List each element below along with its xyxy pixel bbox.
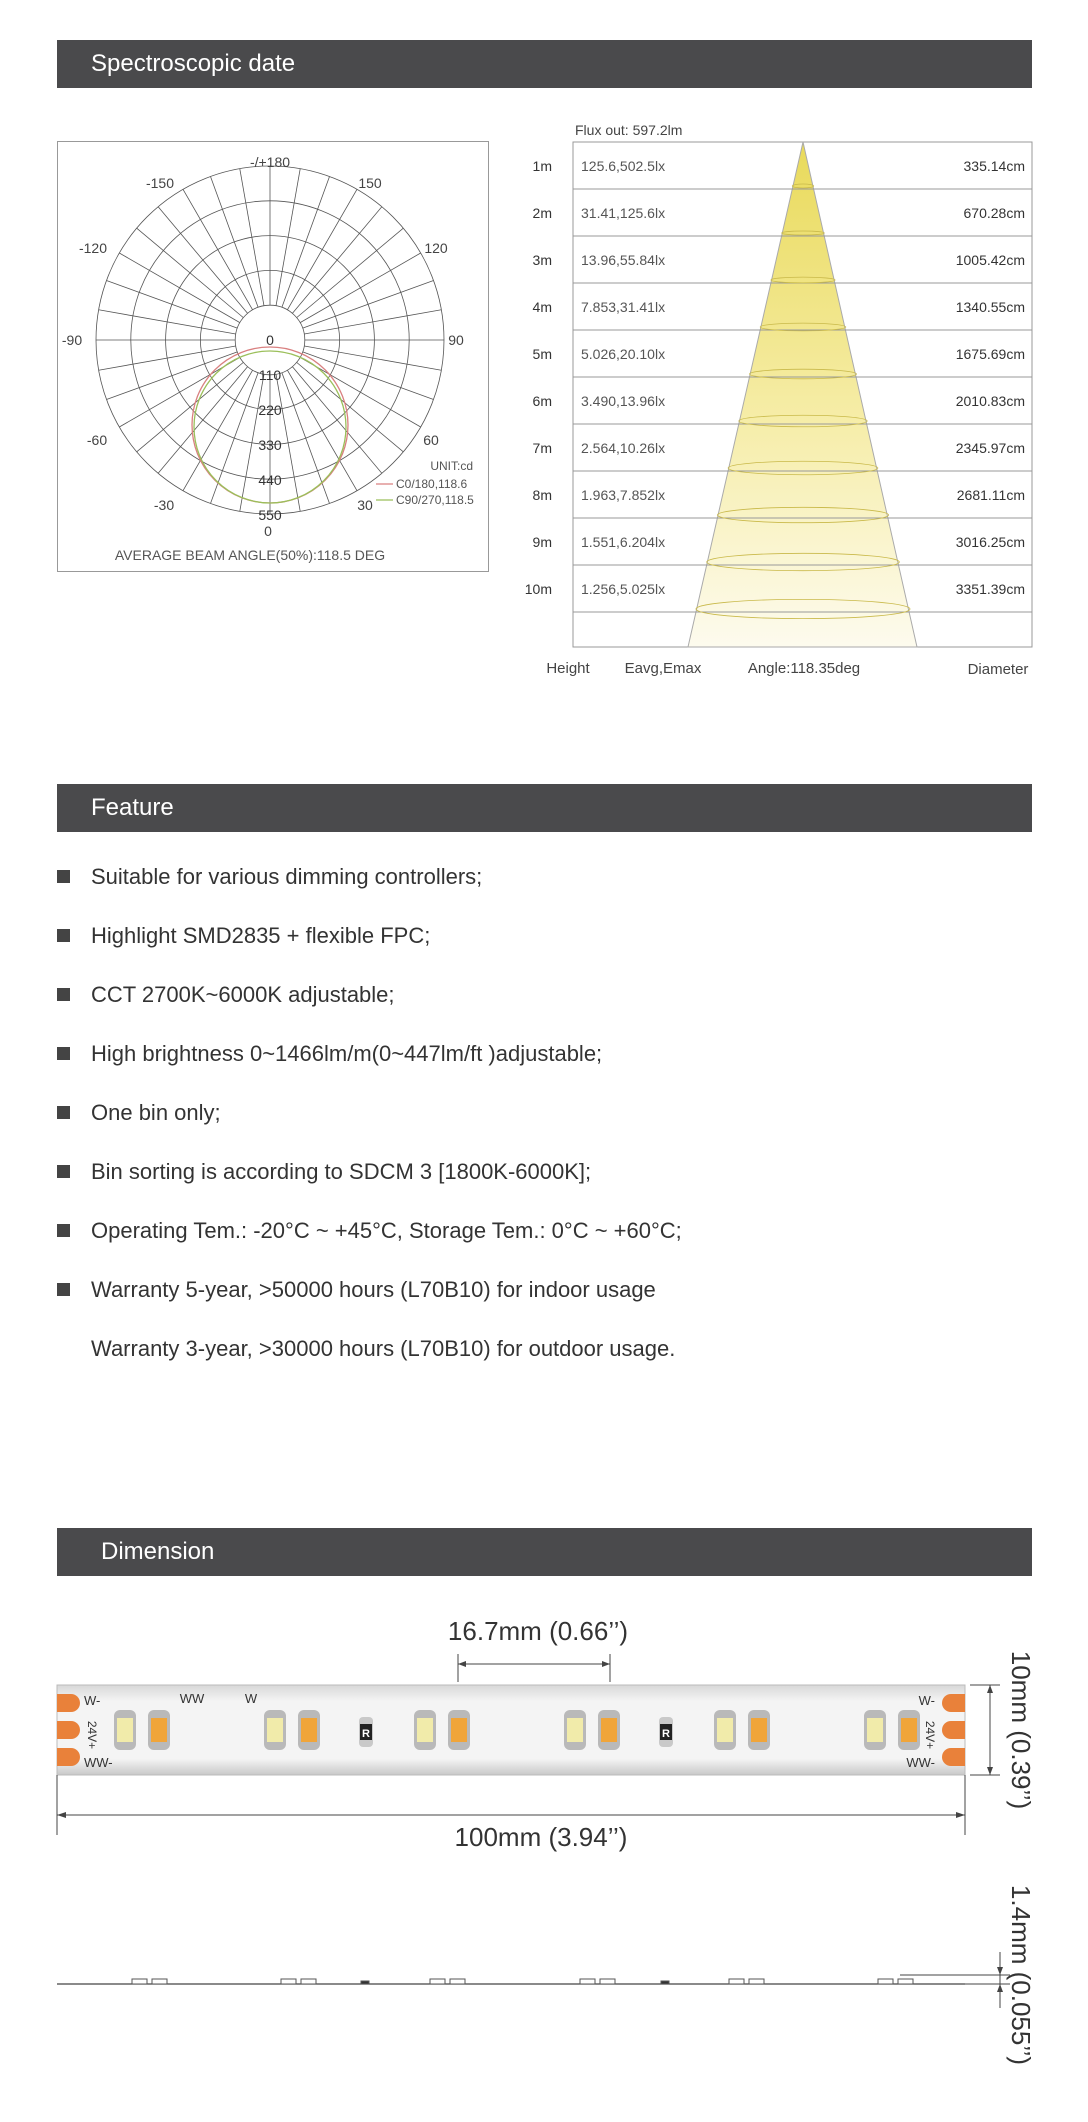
cone-diameter: 1005.42cm [955, 252, 1025, 268]
polar-spoke [282, 373, 330, 504]
pad-label: 24V+ [85, 1720, 99, 1750]
cone-diameter: 3351.39cm [955, 581, 1025, 597]
section-header-spectro [57, 40, 1032, 88]
led-chip [717, 1718, 733, 1742]
profile-led [450, 1979, 465, 1984]
legend-label-c90: C90/270,118.5 [396, 493, 474, 507]
angle-label: -90 [61, 332, 83, 348]
solder-pad [57, 1694, 80, 1712]
arrow-down-icon [997, 1967, 1003, 1975]
angle-label: 60 [423, 432, 439, 448]
cone-diameter: 3016.25cm [955, 534, 1025, 550]
beam-angle-text: AVERAGE BEAM ANGLE(50%):118.5 DEG [114, 547, 386, 563]
polar-spoke [158, 367, 247, 474]
led-chip [901, 1718, 917, 1742]
cone-lux: 7.853,31.41lx [581, 299, 666, 315]
list-item-continuation: Warranty 3-year, >30000 hours (L70B10) for outdoor usage. [91, 1336, 676, 1361]
profile-led [878, 1979, 893, 1984]
bullet-square-icon [57, 929, 70, 942]
polar-spoke [240, 169, 264, 306]
list-item: CCT 2700K~6000K adjustable; [57, 980, 1037, 1039]
dimension-drawing [0, 1590, 1088, 2117]
profile-led [729, 1979, 744, 1984]
radial-label: 110 [258, 367, 282, 383]
polar-diagram [57, 141, 489, 572]
cone-height: 2m [532, 205, 552, 221]
led-chip [567, 1718, 583, 1742]
list-item: Highlight SMD2835 + flexible FPC; [57, 921, 1037, 980]
section-header-feature [57, 784, 1032, 832]
cone-lux: 5.026,20.10lx [581, 346, 666, 362]
polar-spoke [282, 176, 330, 307]
polar-spoke [210, 373, 258, 504]
polar-spoke [292, 367, 381, 474]
resistor-label: R [662, 1728, 670, 1740]
profile-led [898, 1979, 913, 1984]
profile-led [749, 1979, 764, 1984]
cone-svg [525, 118, 1035, 688]
thickness-label: 1.4mm (0.055’’) [1006, 1884, 1036, 2066]
width-label: 10mm (0.39’’) [1006, 1650, 1036, 1810]
profile-parts [132, 1979, 913, 1984]
cone-height: 8m [532, 487, 552, 503]
angle-label: -60 [86, 432, 108, 448]
led-chip [267, 1718, 283, 1742]
cone-lux: 3.490,13.96lx [581, 393, 666, 409]
section-title: Spectroscopic date [91, 50, 296, 77]
footer-diameter: Diameter [967, 661, 1029, 678]
list-item: Suitable for various dimming controllers; [57, 862, 1037, 921]
cone-height: 9m [532, 534, 552, 550]
cone-lux: 13.96,55.84lx [581, 252, 666, 268]
polar-spoke [106, 352, 237, 400]
angle-label: -30 [153, 497, 175, 513]
flux-label: Flux out: 597.2lm [575, 122, 683, 138]
led-chip [867, 1718, 883, 1742]
cone-lux: 125.6,502.5lx [581, 158, 666, 174]
angle-label: -/+180 [249, 154, 291, 170]
cone-height: 6m [532, 393, 552, 409]
solder-pad [942, 1694, 965, 1712]
cone-lux: 2.564,10.26lx [581, 440, 666, 456]
radial-label: 0 [266, 332, 274, 348]
polar-spoke [183, 189, 253, 310]
led-chip [151, 1718, 167, 1742]
angle-label: -150 [145, 175, 175, 191]
pitch-label: 16.7mm (0.66’’) [447, 1616, 629, 1646]
polar-spoke [287, 189, 357, 310]
unit-label: UNIT:cd [430, 459, 473, 473]
strip-label: W [244, 1691, 258, 1706]
bullet-square-icon [57, 870, 70, 883]
pad-label: W- [918, 1693, 935, 1708]
cone-height: 5m [532, 346, 552, 362]
bullet-square-icon [57, 1283, 70, 1296]
list-item: Bin sorting is according to SDCM 3 [1800K-6000K]; [57, 1157, 1037, 1216]
arrow-right-icon [602, 1661, 610, 1667]
profile-led [281, 1979, 296, 1984]
pad-label: WW- [906, 1755, 935, 1770]
radial-label: 550 [258, 507, 282, 523]
angle-label: 150 [358, 175, 382, 191]
arrow-left-icon [458, 1661, 466, 1667]
polar-spoke [210, 176, 258, 307]
cone-lux: 31.41,125.6lx [581, 205, 666, 221]
arrow-down-icon [987, 1767, 993, 1775]
led-chip [417, 1718, 433, 1742]
polar-spoke [304, 346, 441, 370]
cone-lux: 1.963,7.852lx [581, 487, 666, 503]
polar-spoke [99, 310, 236, 334]
solder-pad [57, 1721, 80, 1739]
cone-height: 7m [532, 440, 552, 456]
light-cone [688, 142, 917, 647]
polar-spoke [297, 362, 404, 451]
bullet-square-icon [57, 988, 70, 1001]
resistor-label: R [362, 1728, 370, 1740]
polar-spoke [119, 253, 240, 323]
arrow-up-icon [997, 1984, 1003, 1992]
radial-label: 330 [258, 437, 282, 453]
polar-spoke [300, 253, 421, 323]
polar-spoke [276, 169, 300, 306]
polar-spoke [303, 352, 434, 400]
list-item: Operating Tem.: -20°C ~ +45°C, Storage Tem.: 0°C ~ +60°C; [57, 1216, 1037, 1275]
led-chip [751, 1718, 767, 1742]
radial-label: 220 [258, 402, 282, 418]
profile-resistor [361, 1981, 369, 1984]
cone-lux: 1.551,6.204lx [581, 534, 666, 550]
angle-label: -120 [78, 240, 108, 256]
pad-label: 24V+ [923, 1720, 937, 1750]
polar-spoke [297, 228, 404, 317]
profile-resistor [661, 1981, 669, 1984]
footer-eavg: Eavg,Emax [624, 660, 702, 677]
angle-label: 0 [264, 523, 272, 539]
angle-label: 120 [424, 240, 448, 256]
polar-spoke [304, 310, 441, 334]
cone-diameter: 335.14cm [963, 158, 1025, 174]
pad-label: W- [84, 1693, 101, 1708]
arrow-left-icon [57, 1812, 66, 1818]
profile-led [600, 1979, 615, 1984]
cone-height: 3m [532, 252, 552, 268]
solder-pad [57, 1748, 80, 1766]
solder-pad [942, 1748, 965, 1766]
footer-angle: Angle:118.35deg [747, 660, 861, 677]
cone-diameter: 1340.55cm [955, 299, 1025, 315]
angle-label: 90 [448, 332, 464, 348]
cone-diameter: 2681.11cm [956, 487, 1025, 503]
list-item: Warranty 5-year, >50000 hours (L70B10) for indoor usage [57, 1275, 1037, 1334]
polar-spoke [137, 228, 244, 317]
list-item: High brightness 0~1466lm/m(0~447lm/ft )adjustable; [57, 1039, 1037, 1098]
illuminance-cone [525, 118, 1035, 688]
cone-diameter: 2010.83cm [955, 393, 1025, 409]
led-chip [601, 1718, 617, 1742]
solder-pad [942, 1721, 965, 1739]
cone-lux: 1.256,5.025lx [581, 581, 666, 597]
profile-led [430, 1979, 445, 1984]
profile-led [152, 1979, 167, 1984]
strip-label: WW [179, 1691, 205, 1706]
feature-list [57, 862, 1037, 1393]
profile-led [301, 1979, 316, 1984]
polar-spoke [158, 207, 247, 314]
radial-label: 440 [258, 472, 282, 488]
polar-svg [58, 142, 490, 573]
polar-spoke [292, 207, 381, 314]
section-header-dimension [57, 1528, 1032, 1576]
angle-label: 30 [357, 497, 373, 513]
polar-spoke [106, 280, 237, 328]
polar-spoke [99, 346, 236, 370]
profile-led [132, 1979, 147, 1984]
length-label: 100mm (3.94’’) [454, 1822, 628, 1852]
bullet-square-icon [57, 1224, 70, 1237]
profile-led [580, 1979, 595, 1984]
list-item: One bin only; [57, 1098, 1037, 1157]
legend-label-c0: C0/180,118.6 [396, 477, 468, 491]
footer-height: Height [546, 660, 590, 677]
bullet-square-icon [57, 1165, 70, 1178]
led-chip [117, 1718, 133, 1742]
cone-height: 4m [532, 299, 552, 315]
cone-diameter: 2345.97cm [955, 440, 1025, 456]
led-chip [301, 1718, 317, 1742]
arrow-right-icon [956, 1812, 965, 1818]
polar-spoke [137, 362, 244, 451]
section-title: Dimension [101, 1538, 215, 1565]
cone-diameter: 670.28cm [963, 205, 1025, 221]
bullet-square-icon [57, 1106, 70, 1119]
cone-height: 10m [525, 581, 552, 597]
dimension-svg [0, 1590, 1088, 2117]
pad-label: WW- [84, 1755, 113, 1770]
bullet-square-icon [57, 1047, 70, 1060]
cone-diameter: 1675.69cm [955, 346, 1025, 362]
cone-height: 1m [532, 158, 552, 174]
section-title: Feature [91, 794, 174, 821]
polar-spoke [303, 280, 434, 328]
arrow-up-icon [987, 1685, 993, 1693]
led-chip [451, 1718, 467, 1742]
